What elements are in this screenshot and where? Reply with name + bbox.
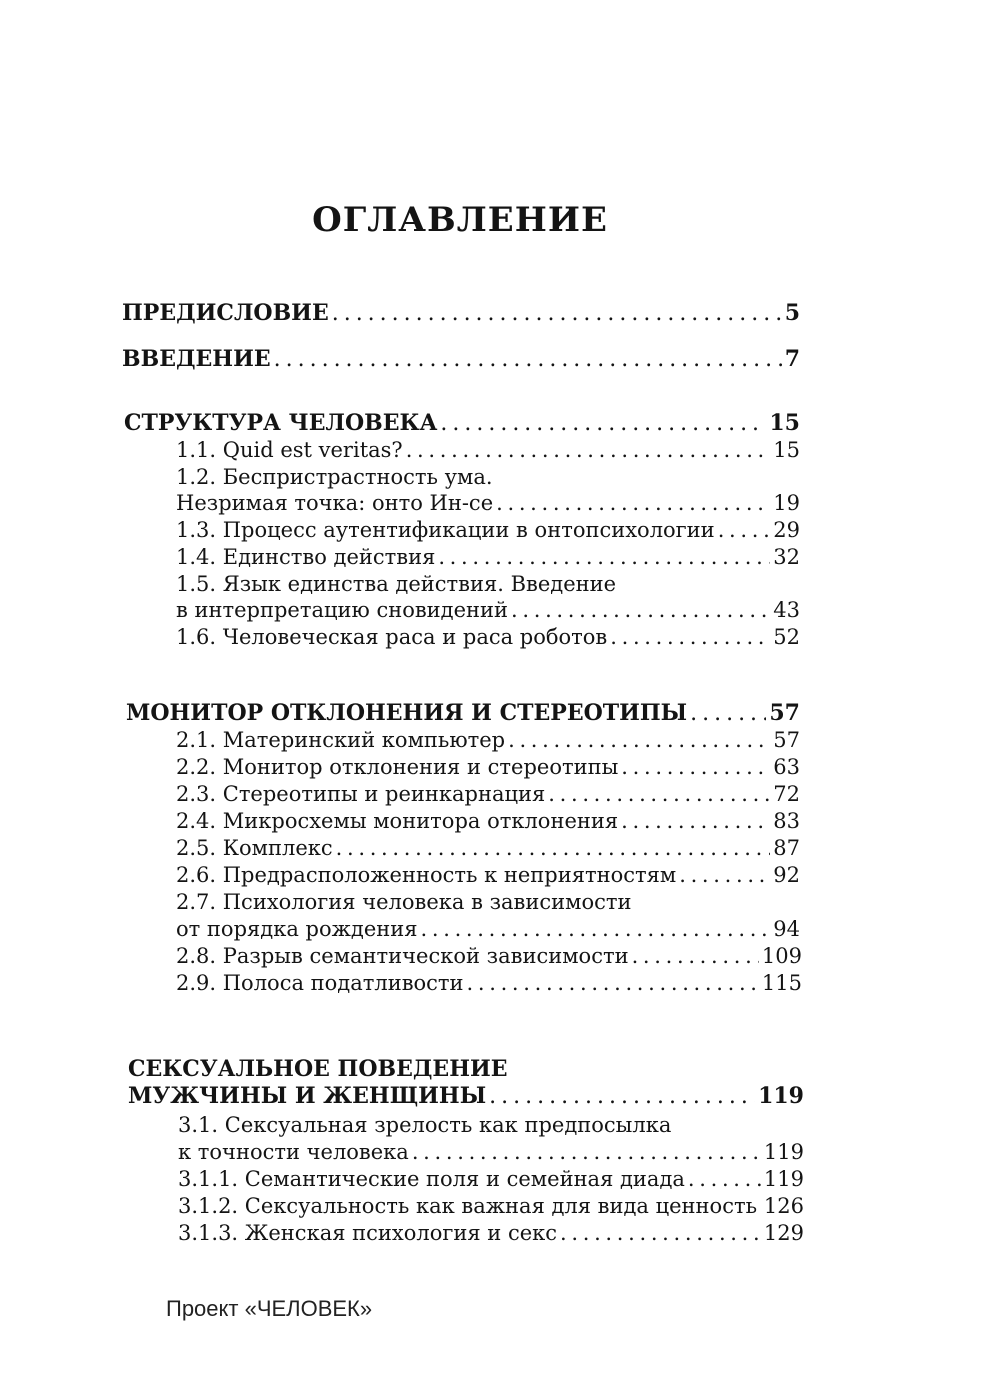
leader-dots (412, 1139, 761, 1165)
leader-dots (336, 835, 771, 861)
toc-entry-text: 1.4. Единство действия (176, 545, 436, 569)
toc-page-number: 15 (769, 410, 800, 436)
toc-entry[interactable] (178, 1193, 804, 1219)
toc-page-number: 126 (763, 1194, 804, 1218)
leader-dots (511, 597, 770, 623)
toc-entry-text: 1.2. Беспристрастность ума. (176, 465, 493, 489)
toc-page-number: 52 (773, 625, 800, 649)
toc-entry[interactable] (176, 597, 800, 623)
toc-entry-line[interactable] (178, 1112, 804, 1138)
toc-page-number: 109 (761, 944, 802, 968)
leader-dots (489, 1084, 755, 1110)
toc-entry-text: МОНИТОР ОТКЛОНЕНИЯ И СТЕРЕОТИПЫ (126, 700, 688, 726)
toc-page-number: 43 (773, 598, 800, 622)
toc-page-number: 32 (773, 545, 800, 569)
toc-entry[interactable] (176, 544, 800, 570)
toc-entry-text: 1.5. Язык единства действия. Введение (176, 572, 617, 596)
toc-entry-text: к точности человека (178, 1140, 409, 1164)
toc-entry-text: 3.1. Сексуальная зрелость как предпосылка (178, 1113, 672, 1137)
leader-dots (688, 1166, 761, 1192)
toc-page-number: 57 (773, 728, 800, 752)
leader-dots (274, 347, 782, 373)
toc-entry-introduction[interactable] (122, 346, 800, 373)
leader-dots (679, 862, 770, 888)
toc-entry-line[interactable] (176, 571, 800, 597)
toc-entry[interactable] (176, 835, 800, 861)
toc-section-1[interactable] (124, 410, 800, 437)
toc-page-number: 19 (773, 491, 800, 515)
toc-entry-text: 2.3. Стереотипы и реинкарнация (176, 782, 546, 806)
toc-page-number: 119 (763, 1140, 804, 1164)
toc-entry-text: МУЖЧИНЫ И ЖЕНЩИНЫ (128, 1083, 487, 1109)
toc-section-2[interactable] (126, 700, 800, 727)
leader-dots (632, 943, 759, 969)
toc-entry[interactable] (176, 517, 800, 543)
toc-entry[interactable] (176, 437, 800, 463)
toc-entry-text: от порядка рождения (176, 917, 418, 941)
toc-entry[interactable] (176, 862, 800, 888)
toc-entry-text: 2.9. Полоса податливости (176, 971, 464, 995)
footer-project-label: Проект «ЧЕЛОВЕК» (166, 1296, 373, 1321)
leader-dots (440, 411, 766, 437)
toc-page-number: 92 (773, 863, 800, 887)
toc-entry[interactable] (176, 916, 800, 942)
toc-entry-text: 3.1.3. Женская психология и секс (178, 1221, 558, 1245)
toc-entry-text: 2.6. Предрасположенность к неприятностям (176, 863, 677, 887)
toc-entry[interactable] (176, 624, 800, 650)
toc-page-number: 57 (769, 700, 800, 726)
toc-page-number: 94 (773, 917, 800, 941)
toc-page-number: 87 (773, 836, 800, 860)
toc-page-number: 29 (773, 518, 800, 542)
leader-dots (496, 490, 770, 516)
leader-dots (560, 1220, 761, 1246)
toc-entry[interactable] (176, 781, 800, 807)
toc-entry[interactable] (176, 970, 802, 996)
toc-entry-text: СЕКСУАЛЬНОЕ ПОВЕДЕНИЕ (128, 1056, 508, 1082)
leader-dots (421, 916, 771, 942)
toc-entry[interactable] (176, 943, 802, 969)
toc-entry-line[interactable] (176, 889, 800, 915)
toc-entry-text: в интерпретацию сновидений (176, 598, 509, 622)
toc-page-number: 83 (773, 809, 800, 833)
toc-entry[interactable] (178, 1166, 804, 1192)
toc-entry-text: ПРЕДИСЛОВИЕ (122, 300, 329, 326)
toc-entry-text: 1.6. Человеческая раса и раса роботов (176, 625, 608, 649)
toc-page-number: 7 (784, 346, 800, 372)
toc-entry-text: СТРУКТУРА ЧЕЛОВЕКА (124, 410, 438, 436)
leader-dots (438, 544, 770, 570)
toc-entry-text: 3.1.2. Сексуальность как важная для вида ценность (178, 1194, 758, 1218)
leader-dots (548, 781, 770, 807)
toc-page-number: 63 (773, 755, 800, 779)
toc-entry-text: 2.7. Психология человека в зависимости (176, 890, 632, 914)
toc-page-number: 115 (761, 971, 802, 995)
toc-page-number: 5 (784, 300, 800, 326)
leader-dots (760, 1193, 761, 1219)
toc-entry-text: 2.2. Монитор отклонения и стереотипы (176, 755, 619, 779)
toc-entry[interactable] (178, 1220, 804, 1246)
toc-page-number: 119 (763, 1167, 804, 1191)
leader-dots (332, 301, 782, 327)
toc-entry-preface[interactable] (122, 300, 800, 327)
toc-entry-text: Незримая точка: онто Ин-се (176, 491, 494, 515)
leader-dots (621, 754, 770, 780)
toc-entry[interactable] (176, 808, 800, 834)
toc-section-3-line[interactable] (128, 1056, 802, 1082)
toc-page-number: 119 (758, 1083, 804, 1109)
toc-entry-text: ВВЕДЕНИЕ (122, 346, 271, 372)
toc-entry-text: 1.1. Quid est veritas? (176, 438, 403, 462)
toc-entry-text: 2.1. Материнский компьютер (176, 728, 506, 752)
toc-entry-text: 1.3. Процесс аутентификации в онтопсихологии (176, 518, 715, 542)
toc-entry[interactable] (178, 1139, 804, 1165)
leader-dots (621, 808, 770, 834)
leader-dots (467, 970, 759, 996)
leader-dots (718, 517, 771, 543)
toc-entry-text: 2.4. Микросхемы монитора отклонения (176, 809, 619, 833)
toc-page-number: 72 (773, 782, 800, 806)
toc-entry-text: 2.8. Разрыв семантической зависимости (176, 944, 629, 968)
page-title: ОГЛАВЛЕНИЕ (312, 200, 608, 240)
toc-entry-text: 2.5. Комплекс (176, 836, 333, 860)
toc-page-number: 15 (773, 438, 800, 462)
toc-page-number: 129 (763, 1221, 804, 1245)
toc-entry-text: 3.1.1. Семантические поля и семейная диада (178, 1167, 685, 1191)
toc-entry[interactable] (176, 727, 800, 753)
toc-section-3[interactable] (128, 1083, 804, 1110)
leader-dots (690, 701, 766, 727)
toc-entry-line[interactable] (176, 464, 800, 490)
leader-dots (610, 624, 770, 650)
leader-dots (406, 437, 771, 463)
leader-dots (508, 727, 770, 753)
toc-entry[interactable] (176, 754, 800, 780)
toc-entry[interactable] (176, 490, 800, 516)
